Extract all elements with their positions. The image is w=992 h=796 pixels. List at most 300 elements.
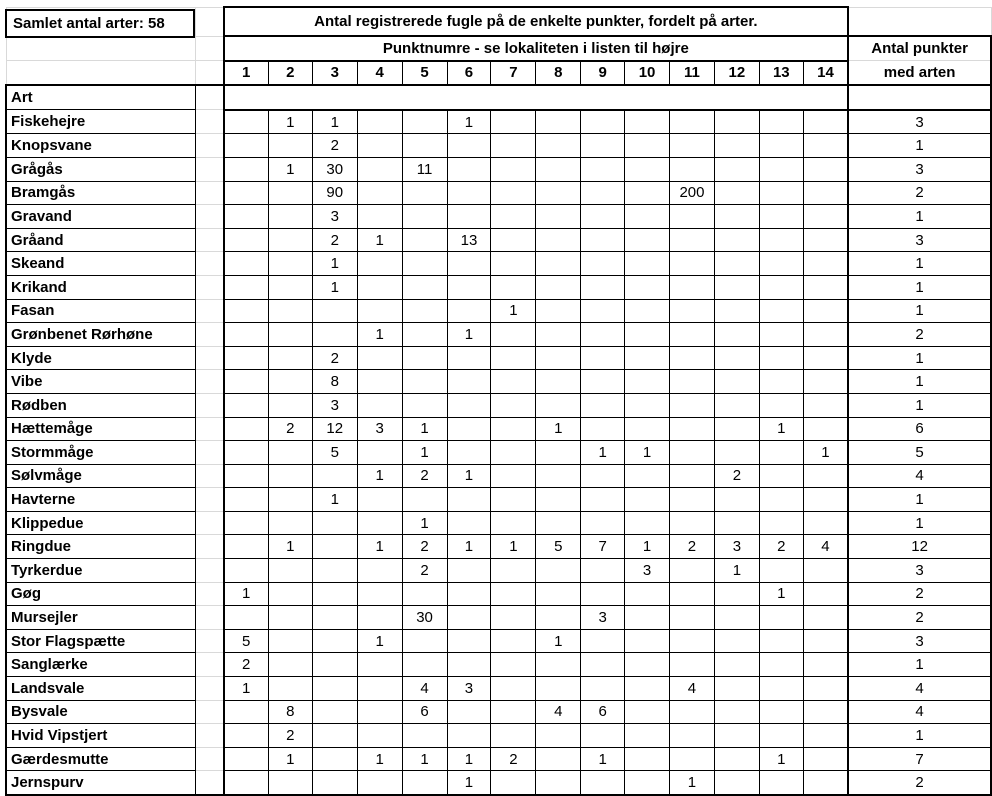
points-count: 1: [848, 393, 991, 417]
count-cell: [312, 299, 357, 323]
count-cell: [759, 157, 803, 181]
count-cell: [581, 488, 625, 512]
count-cell: [803, 606, 848, 630]
count-cell: [402, 370, 447, 394]
count-cell: [581, 771, 625, 795]
points-count: 1: [848, 511, 991, 535]
table-row: [6, 747, 991, 771]
count-cell: [625, 653, 670, 677]
count-cell: [625, 464, 670, 488]
count-cell: [447, 275, 491, 299]
count-cell: [670, 724, 715, 748]
count-cell: [224, 700, 269, 724]
species-name: Rødben: [6, 393, 196, 417]
count-cell: [312, 700, 357, 724]
count-cell: [714, 157, 759, 181]
table-row: [6, 629, 991, 653]
species-name: Gravand: [6, 205, 196, 229]
count-cell: [491, 677, 536, 701]
count-cell: [581, 582, 625, 606]
count-cell: [224, 299, 269, 323]
count-cell: [402, 582, 447, 606]
count-cell: [803, 747, 848, 771]
count-cell: [447, 205, 491, 229]
count-cell: [447, 441, 491, 465]
count-cell: [803, 134, 848, 158]
count-cell: 1: [447, 110, 491, 134]
count-cell: [224, 417, 269, 441]
count-cell: [670, 275, 715, 299]
count-cell: [581, 228, 625, 252]
count-cell: [268, 228, 312, 252]
count-cell: [357, 252, 402, 276]
species-name: Hvid Vipstjert: [6, 724, 196, 748]
count-cell: [803, 228, 848, 252]
count-cell: 30: [402, 606, 447, 630]
count-cell: [312, 511, 357, 535]
count-cell: [491, 441, 536, 465]
count-cell: [581, 134, 625, 158]
count-cell: [625, 582, 670, 606]
count-cell: [268, 629, 312, 653]
count-cell: [491, 582, 536, 606]
count-cell: [670, 488, 715, 512]
count-cell: [224, 771, 269, 795]
count-cell: [312, 724, 357, 748]
count-cell: 2: [670, 535, 715, 559]
count-cell: [491, 323, 536, 347]
count-cell: 2: [268, 417, 312, 441]
count-cell: [224, 464, 269, 488]
species-name: Havterne: [6, 488, 196, 512]
points-count: 4: [848, 464, 991, 488]
column-header-7: 7: [491, 61, 536, 86]
count-cell: 90: [312, 181, 357, 205]
count-cell: [536, 488, 581, 512]
points-count: 12: [848, 535, 991, 559]
count-cell: [714, 653, 759, 677]
count-cell: [357, 205, 402, 229]
count-cell: [714, 181, 759, 205]
count-cell: [670, 228, 715, 252]
count-cell: [491, 252, 536, 276]
count-cell: [625, 299, 670, 323]
count-cell: [312, 606, 357, 630]
count-cell: [670, 629, 715, 653]
count-cell: [224, 228, 269, 252]
count-cell: [312, 582, 357, 606]
count-cell: [357, 653, 402, 677]
count-cell: [803, 511, 848, 535]
count-cell: [268, 134, 312, 158]
count-cell: [224, 606, 269, 630]
species-name: Gærdesmutte: [6, 747, 196, 771]
count-cell: [625, 346, 670, 370]
count-cell: [536, 724, 581, 748]
count-cell: [536, 370, 581, 394]
count-cell: [759, 346, 803, 370]
count-cell: [402, 346, 447, 370]
table-row: [6, 511, 991, 535]
count-cell: [670, 299, 715, 323]
count-cell: [357, 370, 402, 394]
table-row: [6, 370, 991, 394]
count-cell: [581, 299, 625, 323]
count-cell: [803, 629, 848, 653]
count-cell: [536, 205, 581, 229]
column-header-1: 1: [224, 61, 269, 86]
points-count: 3: [848, 228, 991, 252]
count-cell: [625, 393, 670, 417]
count-cell: [268, 771, 312, 795]
count-cell: 4: [803, 535, 848, 559]
count-cell: [581, 464, 625, 488]
table-row: [6, 252, 991, 276]
count-cell: [803, 181, 848, 205]
count-cell: [625, 677, 670, 701]
count-cell: 2: [312, 228, 357, 252]
count-cell: [357, 275, 402, 299]
count-cell: [491, 393, 536, 417]
count-cell: [581, 677, 625, 701]
count-cell: [447, 370, 491, 394]
count-cell: [625, 606, 670, 630]
count-cell: [803, 393, 848, 417]
count-cell: [803, 464, 848, 488]
count-cell: [268, 653, 312, 677]
count-cell: [625, 181, 670, 205]
count-cell: 1: [268, 110, 312, 134]
count-cell: [581, 653, 625, 677]
count-cell: [581, 370, 625, 394]
count-cell: [625, 110, 670, 134]
count-cell: [402, 275, 447, 299]
count-cell: [491, 559, 536, 583]
count-cell: [402, 299, 447, 323]
count-cell: [670, 559, 715, 583]
count-cell: [670, 441, 715, 465]
count-cell: [491, 771, 536, 795]
count-cell: 1: [625, 441, 670, 465]
count-cell: [714, 677, 759, 701]
species-name: Bysvale: [6, 700, 196, 724]
table-row: [6, 559, 991, 583]
count-cell: [759, 228, 803, 252]
species-name: Grønbenet Rørhøne: [6, 323, 196, 347]
count-cell: [268, 346, 312, 370]
count-cell: [670, 653, 715, 677]
count-cell: [581, 393, 625, 417]
count-cell: [581, 629, 625, 653]
count-cell: [224, 441, 269, 465]
count-cell: [536, 393, 581, 417]
count-cell: 2: [759, 535, 803, 559]
column-header-8: 8: [536, 61, 581, 86]
count-cell: [224, 181, 269, 205]
points-count: 1: [848, 346, 991, 370]
count-cell: [402, 134, 447, 158]
count-cell: 1: [491, 299, 536, 323]
count-cell: 30: [312, 157, 357, 181]
count-cell: [536, 275, 581, 299]
count-cell: [714, 370, 759, 394]
count-cell: [402, 488, 447, 512]
count-cell: [714, 700, 759, 724]
count-cell: [268, 299, 312, 323]
count-cell: 2: [224, 653, 269, 677]
count-cell: [714, 488, 759, 512]
points-count: 2: [848, 606, 991, 630]
points-count: 3: [848, 629, 991, 653]
count-cell: [402, 393, 447, 417]
count-cell: [759, 559, 803, 583]
count-cell: [357, 582, 402, 606]
count-cell: [714, 205, 759, 229]
species-name: Gøg: [6, 582, 196, 606]
column-header-6: 6: [447, 61, 491, 86]
count-cell: [803, 771, 848, 795]
count-cell: [714, 629, 759, 653]
column-header-3: 3: [312, 61, 357, 86]
count-cell: [357, 511, 402, 535]
species-name: Jernspurv: [6, 771, 196, 795]
species-name: Landsvale: [6, 677, 196, 701]
count-cell: 4: [402, 677, 447, 701]
column-header-12: 12: [714, 61, 759, 86]
count-cell: 1: [402, 417, 447, 441]
count-cell: [536, 110, 581, 134]
count-cell: [536, 346, 581, 370]
count-cell: [268, 205, 312, 229]
count-cell: 1: [312, 488, 357, 512]
table-subtitle: Punktnumre - se lokaliteten i listen til højre: [224, 36, 849, 61]
count-cell: [670, 110, 715, 134]
count-cell: 3: [625, 559, 670, 583]
points-count: 1: [848, 488, 991, 512]
count-cell: [536, 464, 581, 488]
count-cell: [759, 441, 803, 465]
count-cell: [491, 370, 536, 394]
table-row: [6, 771, 991, 795]
count-cell: [670, 747, 715, 771]
count-cell: [714, 771, 759, 795]
count-cell: 1: [447, 535, 491, 559]
count-cell: [268, 393, 312, 417]
count-cell: 2: [268, 724, 312, 748]
count-cell: [357, 299, 402, 323]
species-name: Krikand: [6, 275, 196, 299]
count-cell: [625, 134, 670, 158]
count-cell: [312, 464, 357, 488]
table-row: [6, 228, 991, 252]
count-cell: [491, 511, 536, 535]
species-name: Klippedue: [6, 511, 196, 535]
count-cell: [670, 393, 715, 417]
count-cell: [491, 228, 536, 252]
table-row: [6, 582, 991, 606]
count-cell: [714, 606, 759, 630]
table-row: [6, 181, 991, 205]
count-cell: [447, 181, 491, 205]
count-cell: [447, 511, 491, 535]
table-row: [6, 535, 991, 559]
points-count: 7: [848, 747, 991, 771]
count-cell: [312, 535, 357, 559]
count-cell: [491, 653, 536, 677]
count-cell: 1: [625, 535, 670, 559]
count-cell: [224, 393, 269, 417]
count-cell: [447, 724, 491, 748]
count-cell: [625, 275, 670, 299]
count-cell: [224, 559, 269, 583]
count-cell: [625, 700, 670, 724]
count-cell: [714, 299, 759, 323]
count-cell: 1: [268, 157, 312, 181]
count-cell: [759, 700, 803, 724]
count-cell: [625, 511, 670, 535]
count-cell: [759, 464, 803, 488]
count-cell: [491, 724, 536, 748]
count-cell: 3: [357, 417, 402, 441]
count-cell: 2: [312, 134, 357, 158]
count-cell: [803, 417, 848, 441]
count-cell: [402, 771, 447, 795]
count-cell: [625, 724, 670, 748]
count-cell: [491, 134, 536, 158]
count-cell: [714, 110, 759, 134]
count-cell: 6: [402, 700, 447, 724]
count-cell: [670, 346, 715, 370]
points-count: 2: [848, 181, 991, 205]
points-count: 6: [848, 417, 991, 441]
species-name: Gråand: [6, 228, 196, 252]
count-cell: [536, 252, 581, 276]
count-cell: [803, 205, 848, 229]
count-cell: [536, 677, 581, 701]
count-cell: [803, 488, 848, 512]
count-cell: 1: [402, 441, 447, 465]
count-cell: 1: [224, 677, 269, 701]
count-cell: [714, 228, 759, 252]
count-cell: [268, 488, 312, 512]
count-cell: [447, 393, 491, 417]
count-cell: [759, 606, 803, 630]
count-cell: [803, 157, 848, 181]
count-cell: [714, 441, 759, 465]
count-cell: 2: [402, 559, 447, 583]
table-row: [6, 275, 991, 299]
points-count: 1: [848, 252, 991, 276]
count-cell: [581, 110, 625, 134]
count-cell: 200: [670, 181, 715, 205]
count-cell: 1: [357, 535, 402, 559]
species-table: [5, 6, 992, 796]
table-row: [6, 205, 991, 229]
count-cell: [357, 346, 402, 370]
count-cell: [491, 181, 536, 205]
count-cell: [224, 110, 269, 134]
count-cell: [447, 629, 491, 653]
count-cell: [625, 370, 670, 394]
count-cell: 1: [268, 747, 312, 771]
count-cell: 13: [447, 228, 491, 252]
count-cell: [447, 653, 491, 677]
table-title: Antal registrerede fugle på de enkelte punkter, fordelt på arter.: [224, 7, 849, 36]
count-cell: [714, 252, 759, 276]
table-row: [6, 488, 991, 512]
count-cell: 3: [714, 535, 759, 559]
count-cell: 3: [447, 677, 491, 701]
count-cell: [268, 606, 312, 630]
count-cell: 2: [402, 464, 447, 488]
count-cell: 1: [536, 417, 581, 441]
count-cell: 1: [759, 582, 803, 606]
column-header-13: 13: [759, 61, 803, 86]
count-cell: 8: [312, 370, 357, 394]
count-cell: 2: [402, 535, 447, 559]
count-cell: [803, 582, 848, 606]
count-cell: [268, 252, 312, 276]
count-cell: [625, 228, 670, 252]
count-cell: [357, 134, 402, 158]
count-cell: 1: [447, 771, 491, 795]
count-cell: [670, 582, 715, 606]
species-name: Sølvmåge: [6, 464, 196, 488]
count-cell: [357, 724, 402, 748]
count-cell: [670, 511, 715, 535]
count-cell: 1: [759, 417, 803, 441]
species-name: Ringdue: [6, 535, 196, 559]
count-cell: [759, 393, 803, 417]
count-cell: [357, 488, 402, 512]
count-cell: 5: [536, 535, 581, 559]
column-header-10: 10: [625, 61, 670, 86]
table-row: [6, 110, 991, 134]
table-row: [6, 417, 991, 441]
species-name: Knopsvane: [6, 134, 196, 158]
count-cell: [803, 724, 848, 748]
species-name: Bramgås: [6, 181, 196, 205]
count-cell: [536, 511, 581, 535]
count-cell: [402, 724, 447, 748]
count-cell: [670, 606, 715, 630]
count-cell: [625, 252, 670, 276]
table-row: [6, 134, 991, 158]
count-cell: [803, 346, 848, 370]
count-cell: [402, 228, 447, 252]
points-count: 4: [848, 700, 991, 724]
count-cell: [224, 157, 269, 181]
count-cell: [759, 323, 803, 347]
count-cell: 1: [447, 464, 491, 488]
count-cell: [312, 771, 357, 795]
count-cell: [714, 724, 759, 748]
count-cell: [759, 677, 803, 701]
count-cell: [625, 771, 670, 795]
count-cell: [625, 747, 670, 771]
count-cell: [714, 511, 759, 535]
count-cell: [312, 323, 357, 347]
count-cell: [402, 205, 447, 229]
count-cell: [759, 653, 803, 677]
count-cell: [268, 275, 312, 299]
count-cell: [759, 134, 803, 158]
count-cell: [447, 252, 491, 276]
count-cell: 1: [759, 747, 803, 771]
count-cell: [402, 323, 447, 347]
count-cell: [536, 747, 581, 771]
table-row: [6, 299, 991, 323]
